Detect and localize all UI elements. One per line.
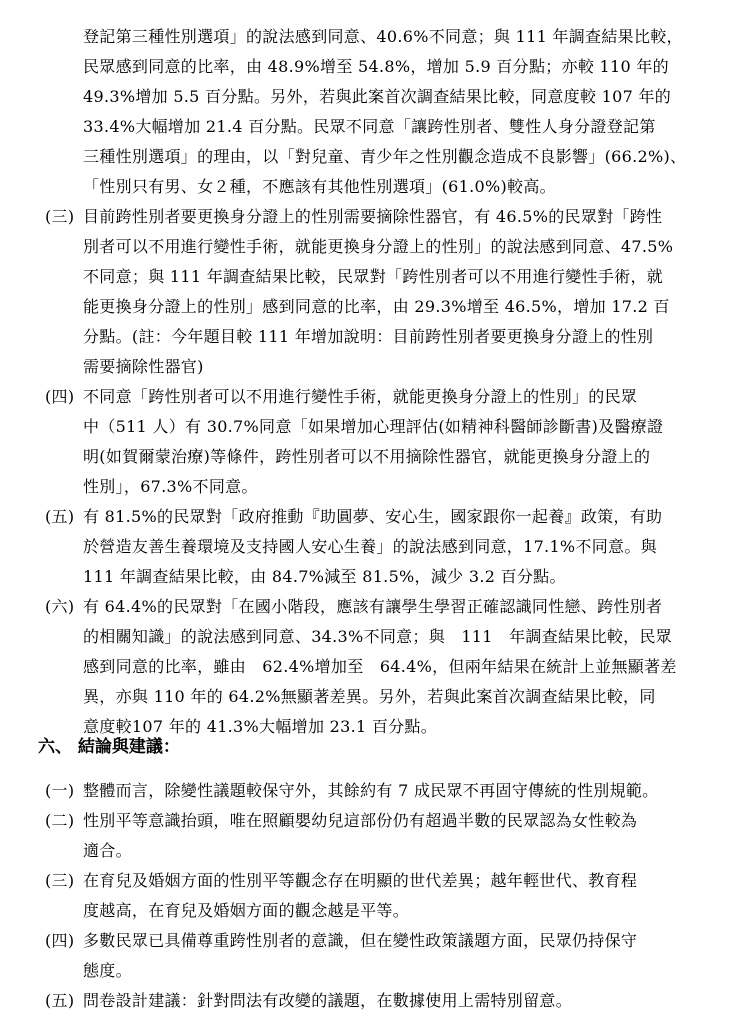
paragraph-line: 度越高，在育兒及婚姻方面的觀念越是平等。	[83, 901, 410, 920]
item-number: (四)	[45, 387, 75, 406]
item-number: (三)	[45, 871, 75, 890]
list-item	[45, 382, 637, 412]
list-item	[45, 202, 662, 232]
list-item	[45, 592, 662, 622]
item-text: 不同意「跨性別者可以不用進行變性手術，就能更換身分證上的性別」的民眾	[83, 387, 638, 406]
paragraph-line: 登記第三種性別選項」的說法感到同意、40.6%不同意；與 111 年調查結果比較，	[83, 27, 683, 46]
item-number: (二)	[45, 811, 75, 830]
item-number: (六)	[45, 597, 75, 616]
item-text: 問卷設計建議：針對問法有改變的議題，在數據使用上需特別留意。	[83, 991, 573, 1010]
list-item	[45, 926, 637, 956]
item-text: 有 81.5%的民眾對「政府推動『助圓夢、安心生，國家跟你一起養』政策，有助	[83, 507, 663, 526]
list-item	[45, 866, 637, 896]
paragraph-line: 不同意；與 111 年調查結果比較，民眾對「跨性別者可以不用進行變性手術，就	[83, 267, 664, 286]
paragraph-line: 49.3%增加 5.5 百分點。另外，若與此案首次調查結果比較，同意度較 107 年的	[83, 87, 672, 106]
paragraph-line: 能更換身分證上的性別」感到同意的比率，由 29.3%增至 46.5%，增加 17.2 百	[83, 297, 670, 316]
paragraph-line: 需要摘除性器官)	[83, 357, 204, 376]
item-text: 目前跨性別者要更換身分證上的性別需要摘除性器官，有 46.5%的民眾對「跨性	[83, 207, 663, 226]
list-item	[45, 776, 658, 806]
paragraph-line: 明(如賀爾蒙治療)等條件，跨性別者可以不用摘除性器官，就能更換身分證上的	[83, 447, 651, 466]
item-number: (一)	[45, 781, 75, 800]
item-number: (三)	[45, 207, 75, 226]
paragraph-line: 111 年調查結果比較，由 84.7%減至 81.5%，減少 3.2 百分點。	[83, 567, 566, 586]
list-item	[45, 502, 662, 532]
paragraph-line: 感到同意的比率，雖由 62.4%增加至 64.4%，但兩年結果在統計上並無顯著差	[83, 657, 677, 676]
paragraph-line: 異，亦與 110 年的 64.2%無顯著差異。另外，若與此案首次調查結果比較，同	[83, 687, 656, 706]
item-text: 在育兒及婚姻方面的性別平等觀念存在明顯的世代差異；越年輕世代、教育程	[83, 871, 638, 890]
item-number: (四)	[45, 931, 75, 950]
paragraph-line: 中（511 人）有 30.7%同意「如果增加心理評估(如精神科醫師診斷書)及醫療證	[83, 417, 664, 436]
item-number: (五)	[45, 991, 75, 1010]
item-text: 整體而言，除變性議題較保守外，其餘約有 7 成民眾不再固守傳統的性別規範。	[83, 781, 659, 800]
paragraph-line: 態度。	[83, 961, 132, 980]
paragraph-line: 三種性別選項」的理由，以「對兒童、青少年之性別觀念造成不良影響」(66.2%)、	[83, 147, 687, 166]
paragraph-line: 民眾感到同意的比率，由 48.9%增至 54.8%，增加 5.9 百分點；亦較 110 年的	[83, 57, 669, 76]
paragraph-line: 於營造友善生養環境及支持國人安心生養」的說法感到同意，17.1%不同意。與	[83, 537, 657, 556]
paragraph-line: 的相關知識」的說法感到同意、34.3%不同意；與 111 年調查結果比較，民眾	[83, 627, 673, 646]
paragraph-line: 性別」，67.3%不同意。	[83, 477, 258, 496]
paragraph-line: 「性別只有男、女２種，不應該有其他性別選項」(61.0%)較高。	[83, 177, 556, 196]
item-number: (五)	[45, 507, 75, 526]
paragraph-line: 適合。	[83, 841, 132, 860]
list-item	[45, 986, 572, 1016]
paragraph-line: 分點。(註：今年題目較 111 年增加說明：目前跨性別者要更換身分證上的性別	[83, 327, 654, 346]
item-text: 性別平等意識抬頭，唯在照顧嬰幼兒這部份仍有超過半數的民眾認為女性較為	[83, 811, 638, 830]
paragraph-line: 別者可以不用進行變性手術，就能更換身分證上的性別」的說法感到同意、47.5%	[83, 237, 674, 256]
paragraph-line: 意度較107 年的 41.3%大幅增加 23.1 百分點。	[83, 717, 438, 736]
list-item	[45, 806, 637, 836]
item-text: 多數民眾已具備尊重跨性別者的意識，但在變性政策議題方面，民眾仍持保守	[83, 931, 638, 950]
section-heading: 六、 結論與建議：	[38, 737, 180, 757]
item-text: 有 64.4%的民眾對「在國小階段，應該有讓學生學習正確認識同性戀、跨性別者	[83, 597, 663, 616]
paragraph-line: 33.4%大幅增加 21.4 百分點。民眾不同意「讓跨性別者、雙性人身分證登記第	[83, 117, 656, 136]
